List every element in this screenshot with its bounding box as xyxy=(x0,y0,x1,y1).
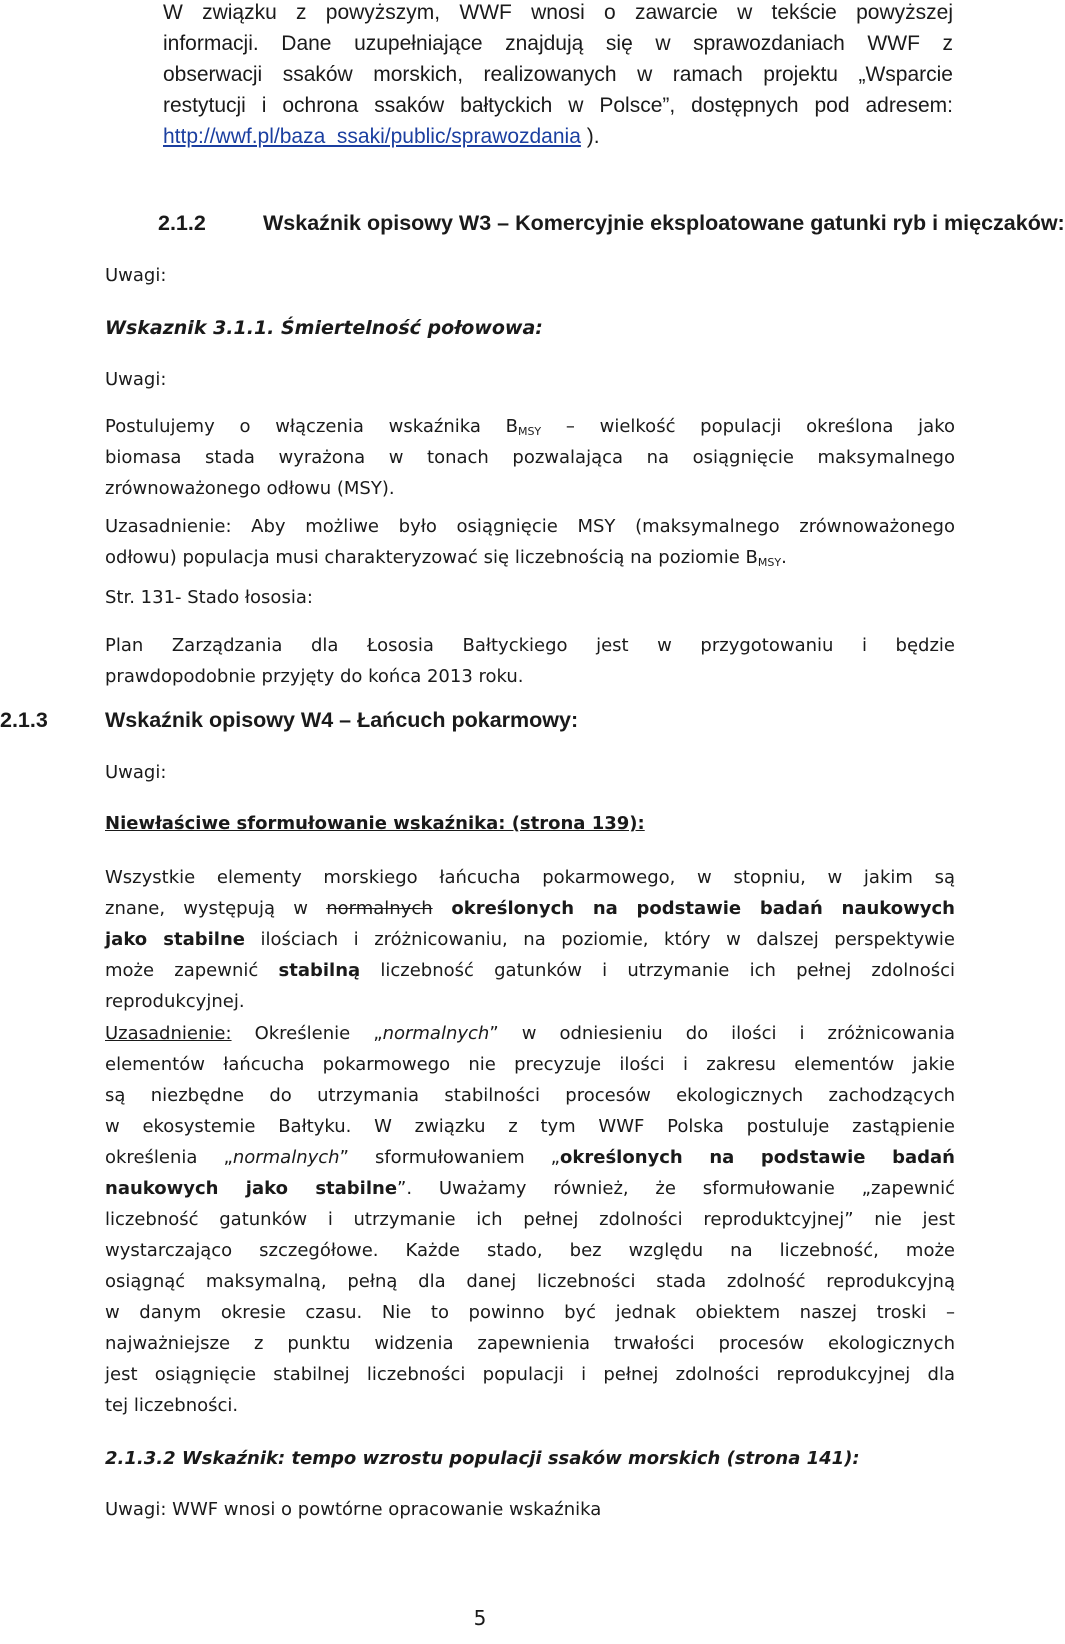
text-span: ” w odniesieniu do ilości i zróżnicowania xyxy=(489,1023,955,1044)
str-131-label: Str. 131- Stado łososia: xyxy=(105,587,313,608)
text-span: określenia „ xyxy=(105,1147,233,1168)
intro-line-2: informacji. Dane uzupełniające znajdują się w sprawozdaniach WWF z xyxy=(163,32,953,55)
uwagi-label: Uwagi: xyxy=(105,369,167,390)
bold-text: określonych na podstawie badań naukowych xyxy=(432,898,955,919)
paragraph-line: są niezbędne do utrzymania stabilności procesów ekologicznych zachodzących xyxy=(105,1085,955,1106)
section-title: Wskaźnik opisowy W4 – Łańcuch pokarmowy: xyxy=(105,708,579,732)
subscript: MSY xyxy=(517,425,542,438)
bold-text: stabilną xyxy=(278,960,361,981)
paragraph-line xyxy=(105,1018,955,1049)
intro-line-4: restytucji i ochrona ssaków bałtyckich w Polsce”, dostępnych pod adresem: xyxy=(163,94,953,117)
paragraph-line: jest osiągnięcie stabilnej liczebności populacji i pełnej zdolności reprodukcyjnej dla xyxy=(105,1364,955,1385)
paragraph-line xyxy=(105,893,955,924)
page-number: 5 xyxy=(473,1606,487,1630)
paragraph-line xyxy=(105,924,955,955)
paragraph-line: liczebność gatunków i utrzymanie ich pełnej zdolności reproduktcyjnej” nie jest xyxy=(105,1209,955,1230)
paragraph-line: w ekosystemie Bałtyku. W związku z tym WWF Polska postuluje zastąpienie xyxy=(105,1116,955,1137)
paragraph-line: Wszystkie elementy morskiego łańcucha pokarmowego, w stopniu, w jakim są xyxy=(105,867,955,888)
text-span: odłowu) populacja musi charakteryzować się liczebnością na poziomie B xyxy=(105,547,758,568)
paragraph-line: elementów łańcucha pokarmowego nie precyzuje ilości i zakresu elementów jakie xyxy=(105,1054,955,1075)
italic-text: normalnych xyxy=(232,1147,340,1168)
section-number: 2.1.3 xyxy=(0,708,48,732)
salmon-plan-paragraph xyxy=(105,630,955,692)
postulate-paragraph xyxy=(105,411,955,504)
intro-line-3: obserwacji ssaków morskich, realizowanych w ramach projektu „Wsparcie xyxy=(163,63,953,86)
text-span: znane, występują w xyxy=(105,898,327,919)
paragraph-line: najważniejsze z punktu widzenia zapewnienia trwałości procesów ekologicznych xyxy=(105,1333,955,1354)
sprawozdania-link[interactable]: http://wwf.pl/baza_ssaki/public/sprawozdania xyxy=(163,125,581,148)
bold-text: naukowych jako stabilne xyxy=(105,1178,398,1199)
justification-paragraph xyxy=(105,1018,955,1421)
paragraph-line: wystarczająco szczegółowe. Każde stado, bez względu na liczebność, może xyxy=(105,1240,955,1261)
bold-text: określonych na podstawie badań xyxy=(560,1147,955,1168)
wwf-request-note: Uwagi: WWF wnosi o powtórne opracowanie wskaźnika xyxy=(105,1499,602,1520)
link-trailing-text: ). xyxy=(580,125,600,148)
paragraph-line xyxy=(105,1142,955,1173)
section-2-1-3-heading xyxy=(0,705,960,735)
text-span: Określenie „ xyxy=(231,1023,383,1044)
bold-text: jako stabilne xyxy=(105,929,245,950)
paragraph-line xyxy=(105,955,955,986)
justification-paragraph xyxy=(105,511,955,573)
uwagi-label: Uwagi: xyxy=(105,762,167,783)
subheading-wskaznik-3-1-1: Wskaznik 3.1.1. Śmiertelność połowowa: xyxy=(105,317,543,339)
text-span: liczebność gatunków i utrzymanie ich pełnej zdolności xyxy=(360,960,955,981)
paragraph-line: zrównoważonego odłowu (MSY). xyxy=(105,478,395,499)
paragraph-line: tej liczebności. xyxy=(105,1395,239,1416)
uwagi-label: Uwagi: xyxy=(105,265,167,286)
paragraph-line: biomasa stada wyrażona w tonach pozwalająca na osiągnięcie maksymalnego xyxy=(105,447,955,468)
paragraph-line xyxy=(105,411,955,442)
section-title: Wskaźnik opisowy W3 – Komercyjnie eksploatowane gatunki ryb i mięczaków: xyxy=(263,211,1065,235)
text-span: . xyxy=(781,547,787,568)
paragraph-line: Plan Zarządzania dla Łososia Bałtyckiego jest w przygotowaniu i będzie xyxy=(105,635,955,656)
struck-text: normalnych xyxy=(326,898,433,919)
paragraph-line: w danym okresie czasu. Nie to powinno być jednak obiektem naszej troski – xyxy=(105,1302,955,1323)
paragraph-line xyxy=(105,1173,955,1204)
text-span: – wielkość populacji określona jako xyxy=(541,416,955,437)
intro-line-1: W związku z powyższym, WWF wnosi o zawarcie w tekście powyższej xyxy=(163,1,953,24)
text-span: ”. Uważamy również, że sformułowanie „zapewnić xyxy=(397,1178,955,1199)
paragraph-line: reprodukcyjnej. xyxy=(105,991,245,1012)
section-2-1-2-heading xyxy=(158,208,1065,238)
subheading-2-1-3-2: 2.1.3.2 Wskaźnik: tempo wzrostu populacji ssaków morskich (strona 141): xyxy=(105,1448,860,1469)
section-number: 2.1.2 xyxy=(158,211,206,235)
text-span: ” sformułowaniem „ xyxy=(339,1147,561,1168)
intro-line-5 xyxy=(163,121,953,152)
text-span: ilościach i zróżnicowaniu, na poziomie, który w dalszej perspektywie xyxy=(244,929,955,950)
text-span: Postulujemy o włączenia wskaźnika B xyxy=(105,416,518,437)
quoted-indicator-paragraph xyxy=(105,862,955,1017)
uzasadnienie-label: Uzasadnienie: xyxy=(105,1023,232,1044)
intro-paragraph xyxy=(163,0,953,152)
paragraph-line: osiągnąć maksymalną, pełną dla danej liczebności stada zdolność reprodukcyjną xyxy=(105,1271,955,1292)
improper-wording-subheading: Niewłaściwe sformułowanie wskaźnika: (strona 139): xyxy=(105,813,645,834)
paragraph-line xyxy=(105,542,955,573)
paragraph-line: prawdopodobnie przyjęty do końca 2013 roku. xyxy=(105,666,524,687)
text-span: może zapewnić xyxy=(105,960,279,981)
italic-text: normalnych xyxy=(382,1023,490,1044)
paragraph-line: Uzasadnienie: Aby możliwe było osiągnięcie MSY (maksymalnego zrównoważonego xyxy=(105,516,955,537)
subscript: MSY xyxy=(757,556,782,569)
